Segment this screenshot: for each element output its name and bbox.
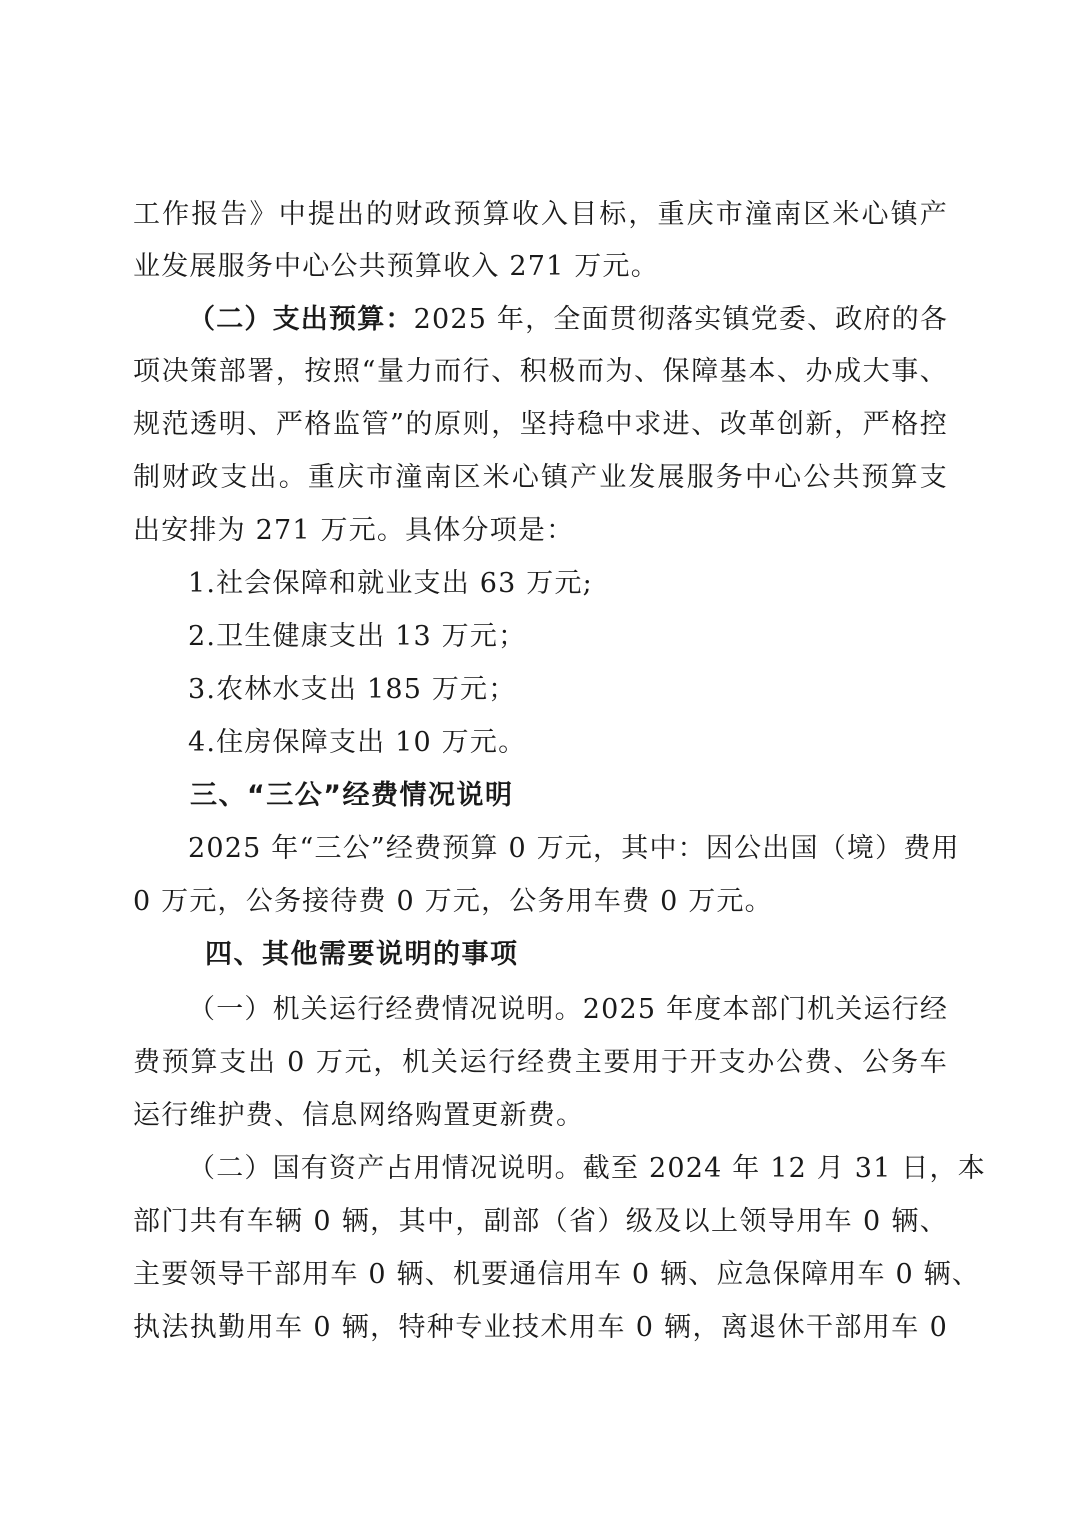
paragraph-revenue-line-2: 业发展服务中心公共预算收入 271 万元。 — [133, 251, 659, 282]
section-heading-three-public: 三、“三公”经费情况说明 — [190, 780, 514, 811]
paragraph-expenditure-line-2: 项决策部署，按照“量力而行、积极而为、保障基本、办成大事、 — [133, 356, 948, 387]
list-item-agriculture: 3.农林水支出 185 万元； — [188, 674, 517, 705]
paragraph-assets-line-1: （二）国有资产占用情况说明。截至 2024 年 12 月 31 日，本 — [188, 1153, 986, 1184]
paragraph-expenditure-line-5: 出安排为 271 万元。具体分项是： — [133, 515, 575, 546]
expenditure-text: 2025 年，全面贯彻落实镇党委、政府的各 — [413, 304, 949, 335]
list-item-social-security: 1.社会保障和就业支出 63 万元; — [188, 568, 593, 599]
paragraph-assets-line-2: 部门共有车辆 0 辆，其中，副部（省）级及以上领导用车 0 辆、 — [133, 1206, 948, 1237]
paragraph-three-public-line-2: 0 万元，公务接待费 0 万元，公务用车费 0 万元。 — [133, 886, 773, 917]
paragraph-assets-line-4: 执法执勤用车 0 辆，特种专业技术用车 0 辆，离退休干部用车 0 — [133, 1312, 948, 1343]
paragraph-revenue-line-1: 工作报告》中提出的财政预算收入目标，重庆市潼南区米心镇产 — [133, 199, 948, 230]
list-item-health: 2.卫生健康支出 13 万元； — [188, 621, 527, 652]
paragraph-operating-funds-line-1: （一）机关运行经费情况说明。2025 年度本部门机关运行经 — [188, 994, 949, 1025]
paragraph-expenditure-line-4: 制财政支出。重庆市潼南区米心镇产业发展服务中心公共预算支 — [133, 462, 948, 493]
section-heading-other-matters: 四、其他需要说明的事项 — [205, 939, 519, 970]
paragraph-operating-funds-line-3: 运行维护费、信息网络购置更新费。 — [133, 1100, 585, 1131]
paragraph-expenditure-line-1 — [188, 300, 948, 340]
paragraph-operating-funds-line-2: 费预算支出 0 万元，机关运行经费主要用于开支办公费、公务车 — [133, 1047, 948, 1078]
expenditure-subheading: （二）支出预算： — [188, 304, 414, 335]
list-item-housing: 4.住房保障支出 10 万元。 — [188, 727, 527, 758]
paragraph-expenditure-line-3: 规范透明、严格监管”的原则，坚持稳中求进、改革创新，严格控 — [133, 409, 948, 440]
paragraph-three-public-line-1: 2025 年“三公”经费预算 0 万元，其中：因公出国（境）费用 — [188, 833, 960, 864]
paragraph-assets-line-3: 主要领导干部用车 0 辆、机要通信用车 0 辆、应急保障用车 0 辆、 — [133, 1259, 981, 1290]
